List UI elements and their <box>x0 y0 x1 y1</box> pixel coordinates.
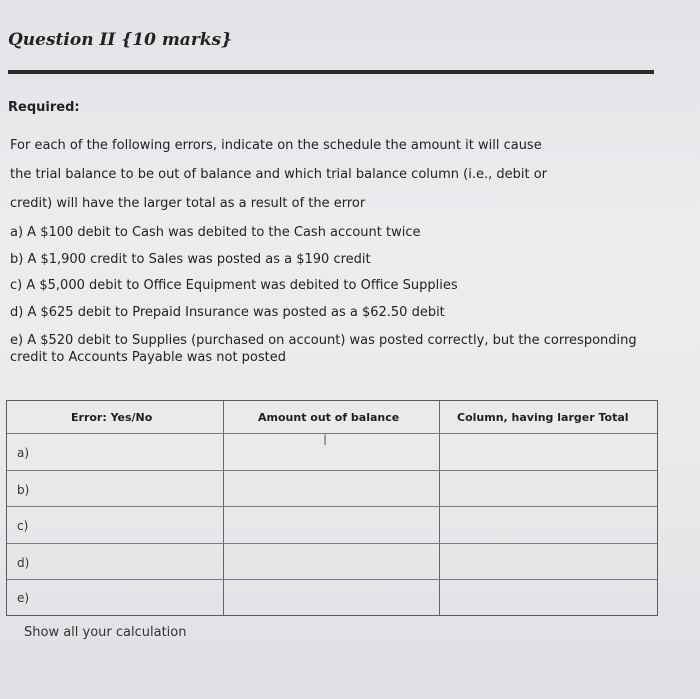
row-divider <box>7 470 657 471</box>
instruction-line: credit) will have the larger total as a result of the error <box>10 196 366 211</box>
header-amount-out-of-balance: Amount out of balance <box>258 411 400 424</box>
header-column-larger-total: Column, having larger Total <box>457 411 629 424</box>
row-label-d: d) <box>17 556 30 570</box>
footer-note: Show all your calculation <box>24 625 187 640</box>
question-title: Question II {10 marks} <box>8 30 233 50</box>
instruction-line: For each of the following errors, indicate on the schedule the amount it will cause <box>10 138 542 153</box>
row-label-a: a) <box>17 446 30 460</box>
row-label-b: b) <box>17 483 30 497</box>
instruction-line: the trial balance to be out of balance and which trial balance column (i.e., debit or <box>10 167 548 182</box>
row-label-e: e) <box>17 591 30 605</box>
schedule-table <box>6 400 658 616</box>
error-item-c: c) A $5,000 debit to Office Equipment was debited to Office Supplies <box>10 278 458 293</box>
row-label-c: c) <box>17 519 29 533</box>
row-divider <box>7 433 657 434</box>
row-divider <box>7 543 657 544</box>
header-error-yes-no: Error: Yes/No <box>71 411 153 424</box>
error-item-b: b) A $1,900 credit to Sales was posted as a $190 credit <box>10 252 371 267</box>
error-item-e: e) A $520 debit to Supplies (purchased on account) was posted correctly, but the corresponding credit to Accounts Payable was not posted <box>10 333 637 365</box>
title-divider <box>8 70 654 74</box>
error-item-a: a) A $100 debit to Cash was debited to the Cash account twice <box>10 225 421 240</box>
instructions-paragraph <box>10 131 650 218</box>
row-divider <box>7 579 657 580</box>
required-label: Required: <box>8 100 80 115</box>
row-divider <box>7 506 657 507</box>
error-item-d: d) A $625 debit to Prepaid Insurance was posted as a $62.50 debit <box>10 305 445 320</box>
text-cursor-icon: I <box>323 433 328 449</box>
